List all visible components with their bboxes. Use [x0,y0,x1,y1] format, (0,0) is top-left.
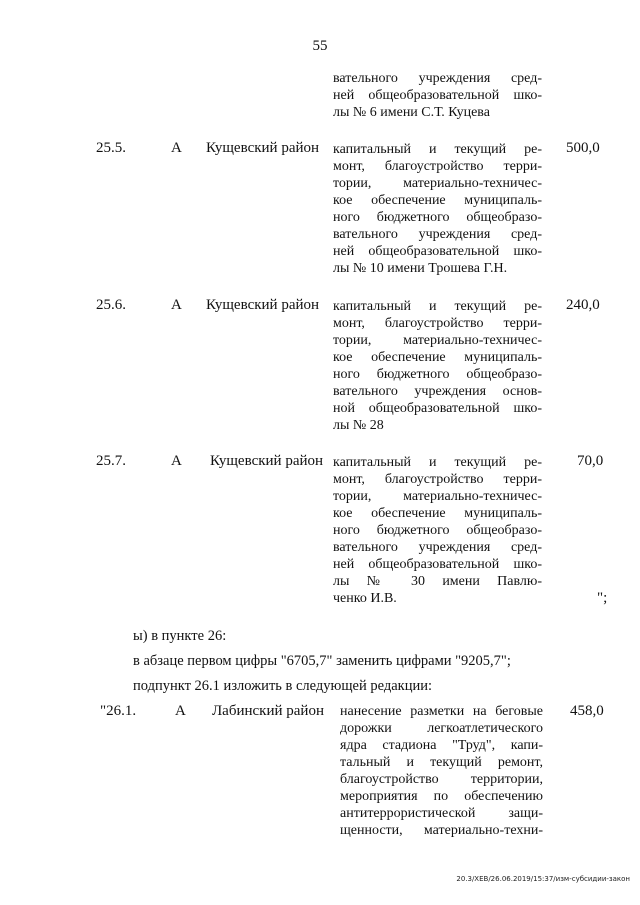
description-line: вательного учреждения сред- [333,540,542,555]
description-line: дорожки легкоатлетического [340,721,543,736]
description-line: тальный и текущий ремонт, [340,755,543,770]
description-line: ней общеобразовательной шко- [333,244,542,259]
row-amount: 70,0 [577,453,604,469]
description-line: нанесение разметки на беговые [340,704,543,719]
description-line: щенности, материально-техни- [340,823,543,838]
description-line: ядра стадиона "Труд", капи- [340,738,543,753]
row-description [333,141,542,277]
description-line: монт, благоустройство терри- [333,159,542,174]
description-line: кое обеспечение муниципаль- [333,193,542,208]
description-line: лы № 10 имени Трошева Г.Н. [333,261,508,276]
document-footer-code: 20.3/ХЕВ/26.06.2019/15:37/изм-субсидии-закон [456,875,630,883]
row-category: А [171,453,182,469]
continuation-line: вательного учреждения сред- [333,71,542,86]
row-amount: 458,0 [570,703,604,719]
description-line: лы № 28 [333,418,384,433]
description-line: ного бюджетного общеобразо- [333,210,542,225]
row-description [333,454,542,607]
description-line: ченко И.В. [333,591,397,606]
closing-quote: "; [597,590,608,606]
description-line: вательного учреждения сред- [333,227,542,242]
page-number: 55 [312,38,328,54]
description-line: ней общеобразовательной шко- [333,557,542,572]
row-description [333,298,542,434]
description-line: тории, материально-техничес- [333,176,542,191]
row-number: 25.7. [96,453,126,469]
description-line: ной общеобразовательной шко- [333,401,542,416]
description-line: монт, благоустройство терри- [333,316,542,331]
row-district: Лабинский район [212,703,324,719]
description-line: ного бюджетного общеобразо- [333,523,542,538]
description-line: капитальный и текущий ре- [333,299,542,314]
row-number: 25.6. [96,297,126,313]
row-amount: 240,0 [566,297,600,313]
description-line: тории, материально-техничес- [333,333,542,348]
description-line: вательного учреждения основ- [333,384,542,399]
row-description [340,703,543,839]
description-line: капитальный и текущий ре- [333,142,542,157]
paragraph: ы) в пункте 26: [133,628,227,644]
description-line: кое обеспечение муниципаль- [333,350,542,365]
description-line: монт, благоустройство терри- [333,472,542,487]
description-line: капитальный и текущий ре- [333,455,542,470]
row-district: Кущевский район [206,297,320,313]
row-number: 25.5. [96,140,126,156]
continuation-line: ней общеобразовательной шко- [333,88,542,103]
description-line: мероприятия по обеспечению [340,789,543,804]
row-district: Кущевский район [210,453,324,469]
description-line: кое обеспечение муниципаль- [333,506,542,521]
row-amount: 500,0 [566,140,600,156]
description-line: благоустройство территории, [340,772,543,787]
description-line: антитеррористической защи- [340,806,543,821]
row-category: А [175,703,186,719]
description-line: лы № 30 имени Павлю- [333,574,542,589]
paragraph: в абзаце первом цифры "6705,7" заменить цифрами "9205,7"; [133,653,511,669]
description-line: тории, материально-техничес- [333,489,542,504]
row-category: А [171,140,182,156]
row-category: А [171,297,182,313]
continuation-text [333,70,542,121]
row-number: "26.1. [100,703,137,719]
row-district: Кущевский район [206,140,320,156]
description-line: ного бюджетного общеобразо- [333,367,542,382]
continuation-line: лы № 6 имени С.Т. Куцева [333,105,490,120]
paragraph: подпункт 26.1 изложить в следующей редакции: [133,678,433,694]
